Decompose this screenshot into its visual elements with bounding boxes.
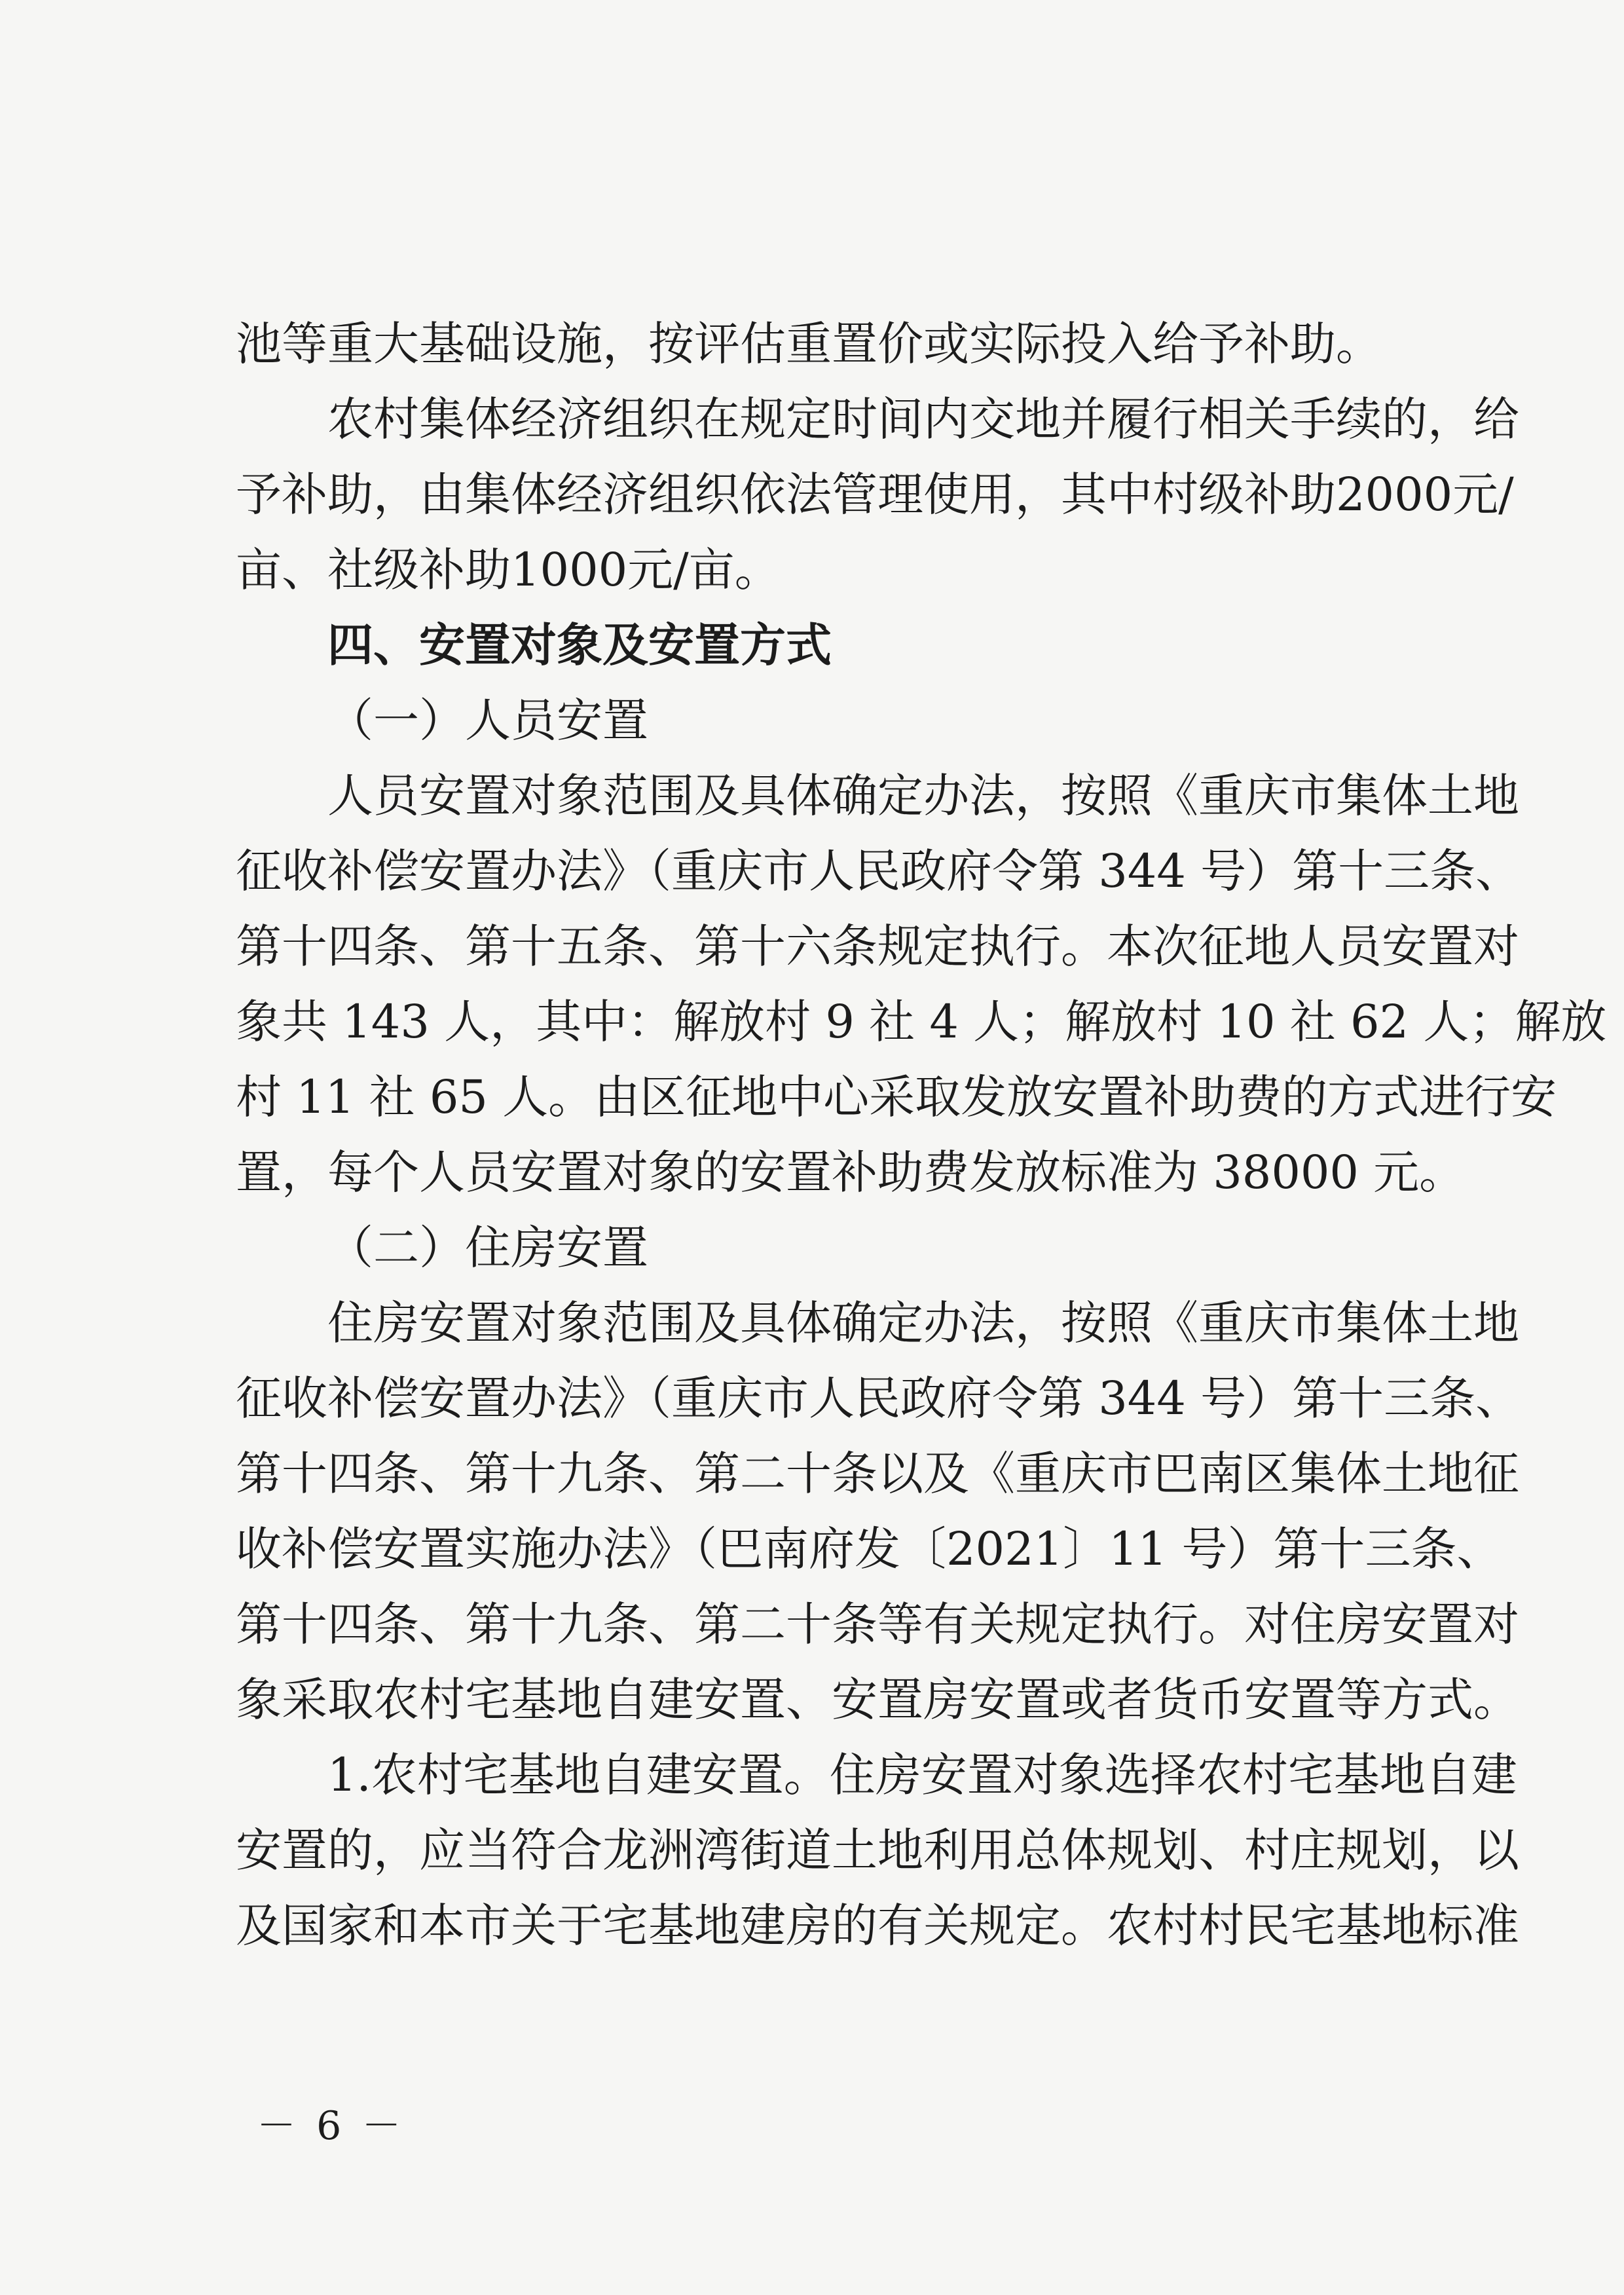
paragraph-start-line: 住房安置对象范围及具体确定办法，按照《重庆市集体土地 <box>327 1296 1519 1350</box>
text-line: 收补偿安置实施办法》（巴南府发〔2021〕11 号）第十三条、 <box>236 1522 1503 1576</box>
text-line: 置，每个人员安置对象的安置补助费发放标准为 38000 元。 <box>236 1146 1466 1199</box>
paragraph-start-line: 人员安置对象范围及具体确定办法，按照《重庆市集体土地 <box>327 769 1519 823</box>
text-line: 及国家和本市关于宅基地建房的有关规定。农村村民宅基地标准 <box>236 1899 1519 1952</box>
text-line: 象采取农村宅基地自建安置、安置房安置或者货币安置等方式。 <box>236 1673 1519 1726</box>
text-line: 征收补偿安置办法》（重庆市人民政府令第 344 号）第十三条、 <box>236 1371 1522 1425</box>
text-line: 第十四条、第十五条、第十六条规定执行。本次征地人员安置对 <box>236 920 1519 973</box>
section-heading: 四、安置对象及安置方式 <box>327 618 832 672</box>
page-number: － 6 － <box>257 2103 405 2149</box>
text-line: 池等重大基础设施，按评估重置价或实际投入给予补助。 <box>236 317 1382 371</box>
subsection-heading: （一）人员安置 <box>327 694 648 747</box>
subsection-heading: （二）住房安置 <box>327 1221 648 1275</box>
text-line: 安置的，应当符合龙洲湾街道土地利用总体规划、村庄规划，以 <box>236 1823 1519 1877</box>
text-line: 第十四条、第十九条、第二十条等有关规定执行。对住房安置对 <box>236 1597 1519 1651</box>
body-text <box>236 307 1607 1964</box>
paragraph-start-line: 1.农村宅基地自建安置。住房安置对象选择农村宅基地自建 <box>327 1748 1517 1802</box>
text-line: 第十四条、第十九条、第二十条以及《重庆市巴南区集体土地征 <box>236 1447 1519 1501</box>
text-line: 亩、社级补助1000元/亩。 <box>236 543 781 597</box>
text-line: 村 11 社 65 人。由区征地中心采取发放安置补助费的方式进行安 <box>236 1070 1557 1124</box>
text-line: 予补助，由集体经济组织依法管理使用，其中村级补助2000元/ <box>236 468 1514 521</box>
text-line: 象共 143 人，其中：解放村 9 社 4 人；解放村 10 社 62 人；解放 <box>236 995 1607 1049</box>
paragraph-start-line: 农村集体经济组织在规定时间内交地并履行相关手续的，给 <box>327 392 1519 446</box>
text-line: 征收补偿安置办法》（重庆市人民政府令第 344 号）第十三条、 <box>236 844 1522 898</box>
